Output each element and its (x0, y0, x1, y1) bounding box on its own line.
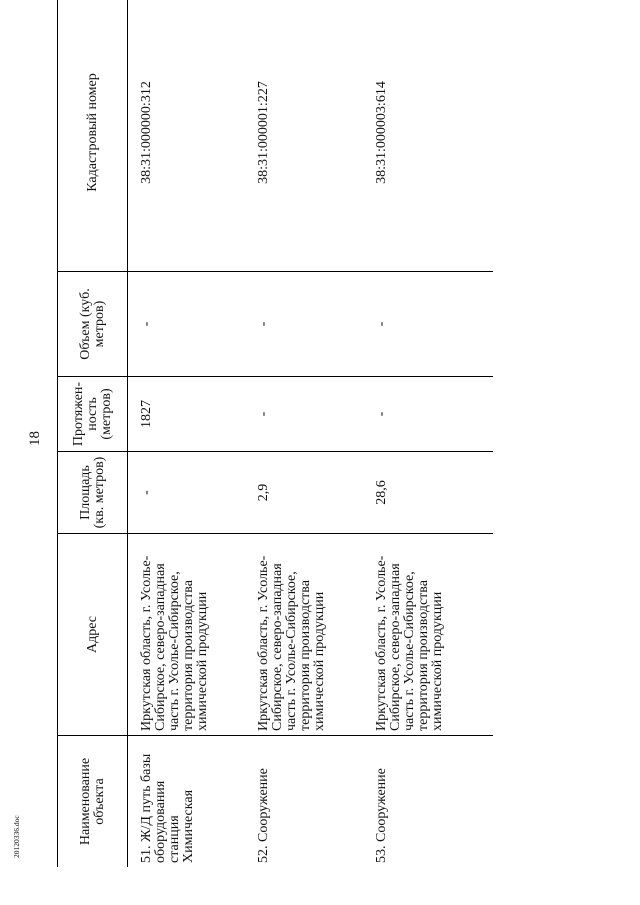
cell-name: 52. Сооружение (256, 768, 271, 863)
cell-volume: - (128, 272, 258, 377)
cell-volume: - (257, 272, 375, 377)
cell-cadastral: 38:31:000001:227 (257, 0, 375, 272)
cell-cadastral: 38:31:000000:312 (128, 0, 258, 272)
cell-length: - (257, 377, 375, 452)
header-address: Адрес (58, 534, 128, 736)
cell-length: 1827 (128, 377, 258, 452)
rotated-table-container (57, 35, 585, 867)
cell-area: 28,6 (375, 452, 493, 534)
cell-name: 51. Ж/Д путь базы оборудования станция Химическая (139, 753, 196, 863)
header-volume: Объем (куб. метров) (58, 272, 128, 377)
cell-name: 53. Сооружение (374, 768, 389, 863)
table-row (128, 0, 258, 867)
footer-doc-code: 20120336.doc (12, 815, 21, 858)
cell-cadastral: 38:31:000003:614 (375, 0, 493, 272)
cell-length: - (375, 377, 493, 452)
page-number: 18 (27, 431, 43, 446)
objects-table (57, 0, 493, 867)
cell-area: 2,9 (257, 452, 375, 534)
header-area: Площадь (кв. метров) (58, 452, 128, 534)
table-header-row (58, 0, 128, 867)
cell-address: Иркутская область, г. Усолье-Сибирское, северо-западная часть г. Усолье-Сибирское, территория производства химической продукции (375, 534, 493, 736)
cell-address: Иркутская область, г. Усолье-Сибирское, северо-западная часть г. Усолье-Сибирское, территория производства химической продукции (257, 534, 375, 736)
cell-volume: - (375, 272, 493, 377)
header-name: Наименование объекта (58, 736, 128, 868)
header-length: Протяжен-ность (метров) (58, 377, 128, 452)
table-row (375, 0, 493, 867)
header-cadastral: Кадастровый номер (58, 0, 128, 272)
cell-area: - (128, 452, 258, 534)
cell-address: Иркутская область, г. Усолье-Сибирское, северо-западная часть г. Усолье-Сибирское, территория производства химической продукции (128, 534, 258, 736)
table-row (257, 0, 375, 867)
